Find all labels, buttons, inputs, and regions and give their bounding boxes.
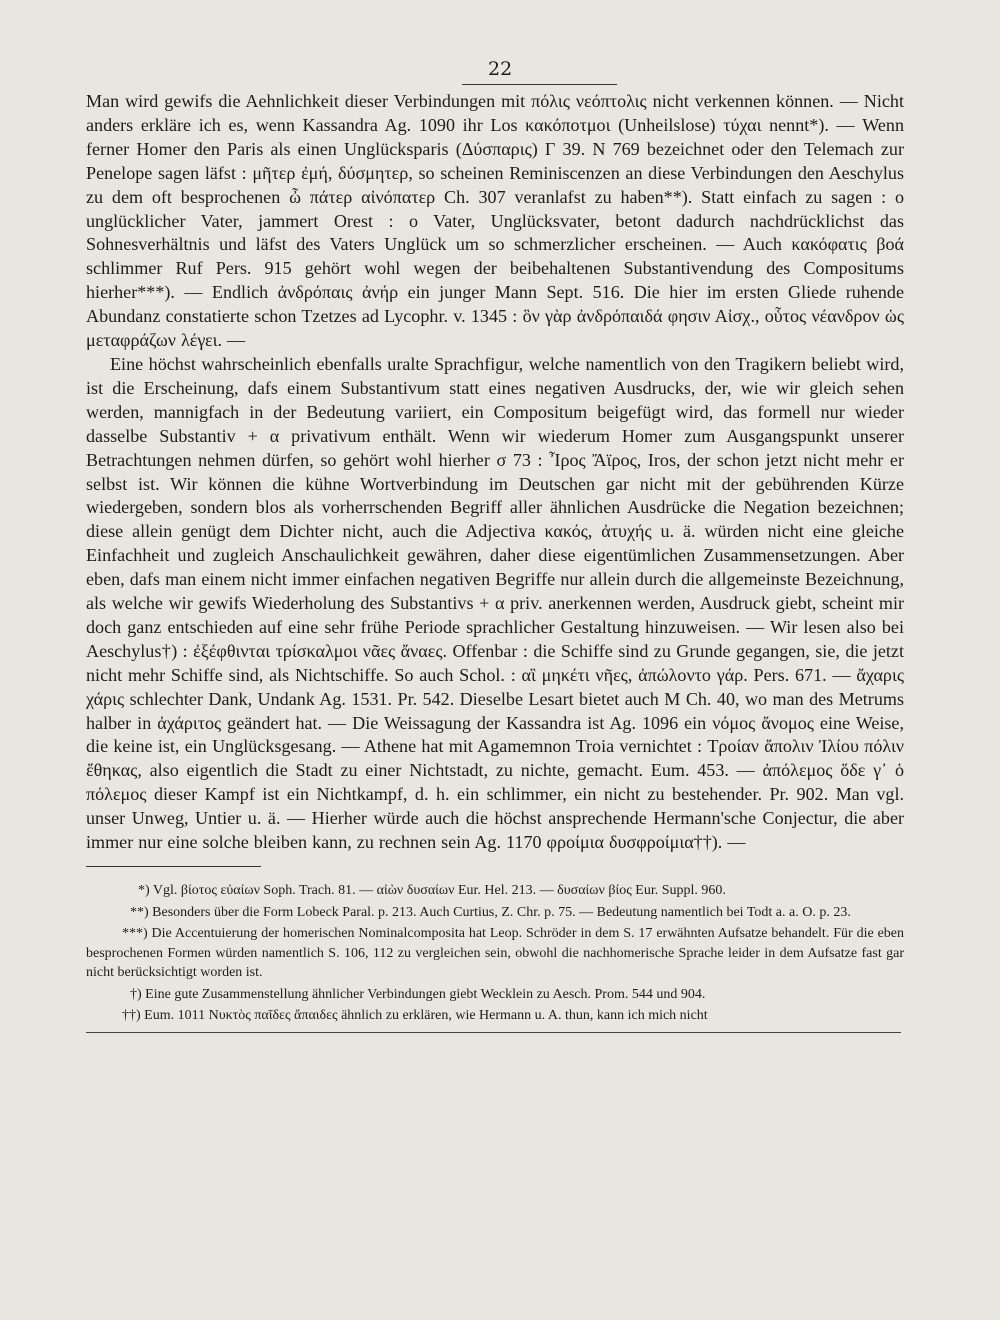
paragraph-1: Man wird gewifs die Aehnlichkeit dieser Verbindungen mit πόλις νεόπτολις nicht verkennen können. — Nicht anders erkläre ich es, wenn Kassandra Ag. 1090 ihr Los κακόποτμοι (Unheilslose) τύχαι nennt*). — Wenn ferner Homer den Paris als einen Unglücksparis (Δύσπαρις) Γ 39. Ν 769 bezeichnet oder den Telemach zur Penelope sagen läfst : μῆτερ ἐμή, δύσμητερ, so scheinen Reminiscenzen an diese Verbindungen den Aeschylus zu dem oft besprochenen ὦ πάτερ αἰνόπατερ Ch. 307 veranlafst zu haben**). Statt einfach zu sagen : o unglücklicher Vater, jammert Orest : o Vater, Unglücksvater, betont dadurch nachdrücklichst das Sohnesverhältnis und läfst des Vaters Unglück um so schmerzlicher erscheinen. — Auch κακόφατις βοά schlimmer Ruf Pers. 915 gehört wohl wegen der beibehaltenen Substantivendung des Compositums hierher***). — Endlich ἀνδρόπαις ἀνήρ ein junger Mann Sept. 516. Die hier im ersten Gliede ruhende Abundanz constatierte schon Tzetzes ad Lycophr. v. 1345 : ὃν γὰρ ἀνδρόπαιδά φησιν Αἰσχ., οὗτος νέανδρον ὡς μεταφράζων λέγει. —: [86, 91, 904, 351]
footnote-separator: [86, 866, 261, 867]
body-text: [86, 90, 904, 855]
page-number-rule: [462, 84, 617, 85]
footnotes: [86, 881, 904, 1026]
footnote-2: **) Besonders über die Form Lobeck Paral. p. 213. Auch Curtius, Z. Chr. p. 75. — Bedeutung namentlich bei Todt a. a. O. p. 23.: [130, 904, 851, 920]
page-number: 22: [488, 58, 513, 80]
page-header: [86, 54, 904, 88]
footnote-3: ***) Die Accentuierung der homerischen Nominalcomposita hat Leop. Schröder in dem S. 17 erwähnten Aufsatze behandelt. Für die eben besprochenen Formen würden namentlich S. 106, 112 zu vergleichen sein, obwohl die nachhomerische Sprache leider in dem Aufsatze fast gar nicht berücksichtigt worden ist.: [86, 926, 904, 980]
footnote-4: †) Eine gute Zusammenstellung ähnlicher Verbindungen giebt Wecklein zu Aesch. Prom. 544 und 904.: [130, 986, 706, 1002]
footnote-5: ††) Eum. 1011 Νυκτὸς παῖδες ἄπαιδες ähnlich zu erklären, wie Hermann u. A. thun, kann ich mich nicht: [122, 1008, 708, 1023]
paragraph-2: Eine höchst wahrscheinlich ebenfalls uralte Sprachfigur, welche namentlich von den Tragikern beliebt wird, ist die Erscheinung, dafs einem Substantivum statt eines negativen Ausdrucks, der, wie wir gleich sehen werden, mannigfach in der Bedeutung variiert, ein Compositum beigefügt wird, das formell nur wieder dasselbe Substantiv + α privativum enthält. Wenn wir wiederum Homer zum Ausgangspunkt unserer Betrachtungen nehmen dürfen, so gehört wohl hierher σ 73 : Ἶρος Ἄϊρος, Iros, der schon jetzt nicht mehr er selbst ist. Wir können die kühne Wortverbindung im Deutschen gar nicht mit der gebührenden Kürze wiedergeben, sondern blos als vorherrschenden Begriff aller ähnlichen Ausdrücke die Negation bezeichnen; diese allein genügt dem Dichter nicht, auch die Adjectiva κακός, ἀτυχής u. ä. würden nicht eine gleiche Einfachheit und zugleich Anschaulichkeit gewähren, daher diese eigentümlichen Zusammensetzungen. Aber eben, dafs man einem nicht immer einfachen negativen Begriffe nur allein durch die allgemeinste Bezeichnung, als welche wir gewifs Wiederholung des Substantivs + α priv. anerkennen werden, Ausdruck giebt, scheint mir doch ganz entschieden auf eine sehr frühe Periode sprachlicher Gestaltung hinzuweisen. — Wir lesen also bei Aeschylus†) : ἐξέφθινται τρίσκαλμοι νᾶες ἄναες. Offenbar : die Schiffe sind zu Grunde gegangen, sie, die jetzt nicht mehr Schiffe sind, als Nichtschiffe. So auch Schol. : αἳ μηκέτι νῆες, ἀπώλοντο γάρ. Pers. 671. — ἄχαρις χάρις schlechter Dank, Undank Ag. 1531. Pr. 542. Dieselbe Lesart bietet auch M Ch. 40, wo man des Metrums halber in ἀχάριτος geändert hat. — Die Weissagung der Kassandra ist Ag. 1096 ein νόμος ἄνομος eine Weise, die keine ist, ein Unglücksgesang. — Athene hat mit Agamemnon Troia vernichtet : Τροίαν ἄπολιν Ἰλίου πόλιν ἔθηκας, also eigentlich die Stadt zu einer Nichtstadt, zu nichte, gemacht. Eum. 453. — ἀπόλεμος ὅδε γ᾽ ὁ πόλεμος dieser Kampf ist ein Nichtkampf, d. h. ein schlimmer, ein nicht zu bestehender. Pr. 902. Man vgl. unser Unweg, Untier u. ä. — Hierher würde auch die höchst ansprechende Hermann'sche Conjectur, die aber immer nur eine solche bleiben kann, zu rechnen sein Ag. 1170 φροίμια δυσφροίμια††). —: [86, 353, 904, 853]
footnote-1: *) Vgl. βίοτος εὐαίων Soph. Trach. 81. — αἰὼν δυσαίων Eur. Hel. 213. — δυσαίων βίος Eur. Suppl. 960.: [138, 883, 726, 898]
bottom-rule: [86, 1032, 901, 1033]
